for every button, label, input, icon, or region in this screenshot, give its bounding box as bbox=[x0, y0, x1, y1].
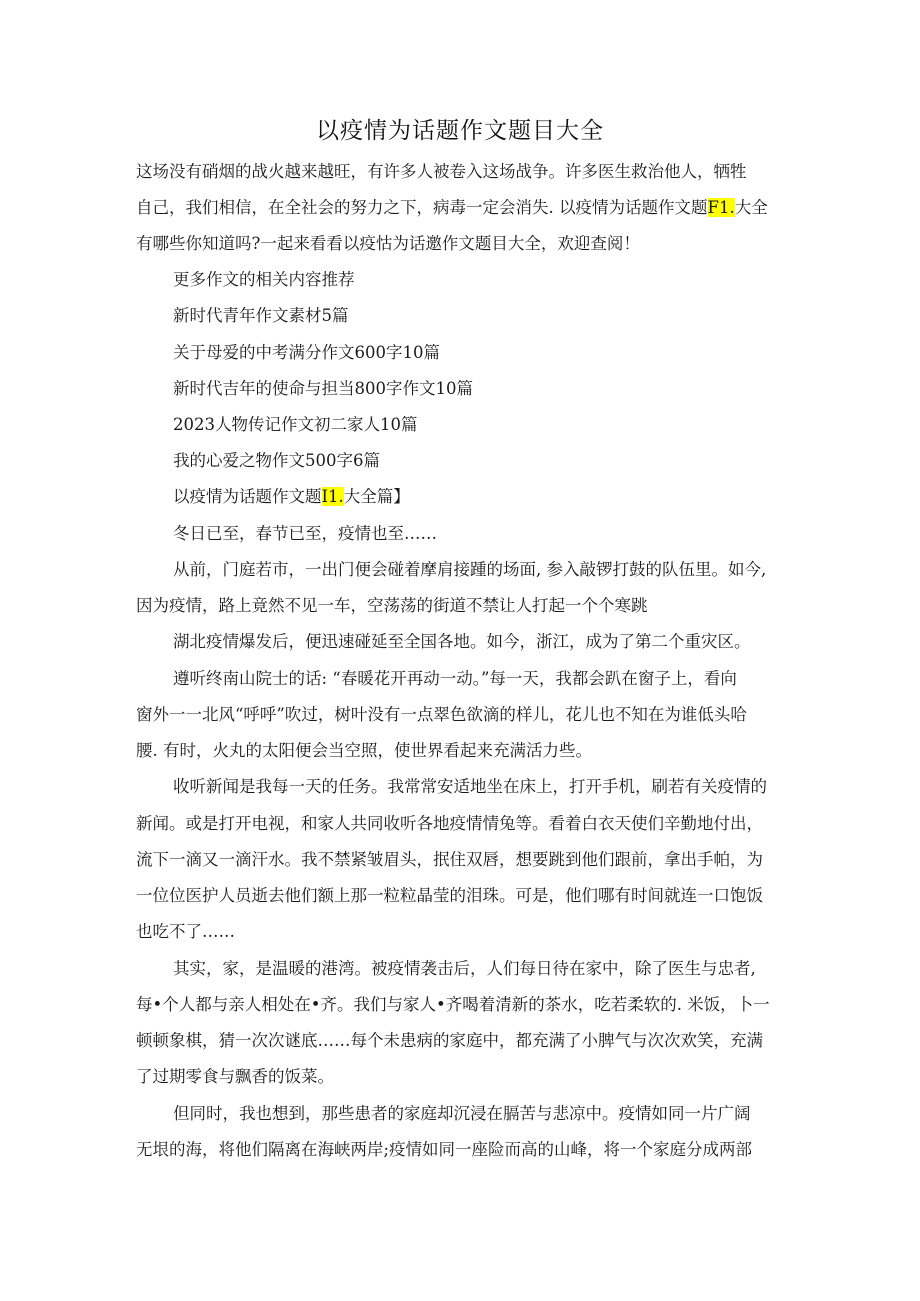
page-title: 以疫情为话题作文题目大全 bbox=[316, 118, 604, 144]
paragraph-5-line: 也吃不了…… bbox=[136, 922, 235, 941]
paragraph-5-line: 新闻。或是打开电视，和家人共同收听各地疫情情兔等。看着白衣天使们辛勤地付出， bbox=[136, 814, 763, 833]
intro-line-2-text: 自己，我们相信，在全社会的努力之下，病毒一定会消失. 以疫情为话题作文题 bbox=[136, 198, 708, 217]
paragraph-4-line: 遵听终南山院士的话: “春暖花开再动一动。”每一天，我都会趴在窗子上，看向 bbox=[173, 669, 737, 688]
paragraph-7-line: 无垠的海，将他们隔离在海峡两岸;疫情如同一座险而高的山峰，将一个家庭分成两部 bbox=[136, 1140, 753, 1159]
paragraph-4-line: 窗外一一北风“呼呼”吹过，树叶没有一点翠色欲滴的样儿，花儿也不知在为谁低头哈 bbox=[136, 705, 747, 724]
recommend-link[interactable]: 新时代吉年的使命与担当800字作文10篇 bbox=[173, 379, 473, 398]
intro-line-2 bbox=[136, 194, 768, 218]
highlight-mark: F1. bbox=[707, 198, 735, 217]
section-heading-text: 以疫情为话题作文题 bbox=[173, 487, 322, 506]
intro-line-3: 有哪些你知道吗?一起来看看以疫怙为话邀作文题目大全，欢迎查阅！ bbox=[136, 234, 640, 253]
paragraph-6-line: 每•个人都与亲人相处在•齐。我们与家人•齐喝着清新的茶水，吃若柔软的. 米饭，卜一 bbox=[136, 995, 770, 1014]
recommend-link[interactable]: 2023人物传记作文初二家人10篇 bbox=[173, 415, 418, 434]
paragraph-7-line: 但同时，我也想到，那些患者的家庭却沉浸在膈苦与悲凉中。疫情如同一片广阔 bbox=[173, 1104, 751, 1123]
paragraph-2-line: 因为疫情，路上竟然不见一车，空荡荡的街道不禁让人打起一个个寒跳 bbox=[136, 596, 648, 615]
paragraph-6-line: 了过期零食与飘香的饭菜。 bbox=[136, 1067, 334, 1086]
paragraph-3: 湖北疫情爆发后，便迅速碰延至全国各地。如今，浙江，成为了第二个重灾区。 bbox=[173, 632, 751, 651]
paragraph-6-line: 其实，家，是温暖的港湾。被疫情袭击后，人们每日待在家中，除了医生与忠者, bbox=[173, 959, 756, 978]
highlight-mark: I1. bbox=[321, 487, 344, 506]
paragraph-1: 冬日已至，春节已至，疫情也至…… bbox=[173, 524, 437, 543]
section-heading bbox=[173, 483, 410, 507]
section-heading-end: 大全篇】 bbox=[343, 487, 410, 506]
recommend-link[interactable]: 我的心爱之物作文500字6篇 bbox=[173, 451, 380, 470]
paragraph-6-line: 顿顿象棋，猜一次次谜底……每个未患病的家庭中，都充满了小脾气与次次欢笑，充满 bbox=[136, 1031, 763, 1050]
paragraph-5-line: 一位位医护人员逝去他们额上那一粒粒晶莹的泪珠。可是，他们哪有时间就连一口饱饭 bbox=[136, 886, 763, 905]
paragraph-5-line: 流下一滴又一滴汗水。我不禁紧皱眉头，抿住双唇，想要跳到他们跟前，拿出手帕，为 bbox=[136, 850, 763, 869]
recommend-heading: 更多作文的相关内容推荐 bbox=[173, 270, 355, 289]
intro-line-1: 这场没有硝烟的战火越来越旺，有许多人被卷入这场战争。许多医生救治他人，牺牲 bbox=[136, 162, 747, 181]
recommend-link[interactable]: 新时代青年作文素材5篇 bbox=[173, 306, 349, 325]
paragraph-2-line: 从前，门庭若市，一出门便会碰着摩肩接踵的场面, 参入敲锣打鼓的队伍里。如今, bbox=[173, 560, 767, 579]
intro-line-2-end: 大全 bbox=[734, 198, 768, 217]
paragraph-5-line: 收听新闻是我每一天的任务。我常常安适地坐在床上，打开手机，刷若有关疫情的 bbox=[173, 777, 767, 796]
recommend-link[interactable]: 关于母爱的中考满分作文600字10篇 bbox=[173, 343, 440, 362]
paragraph-4-line: 腰. 有时，火丸的太阳便会当空照，使世界看起来充满活力些。 bbox=[136, 741, 592, 760]
